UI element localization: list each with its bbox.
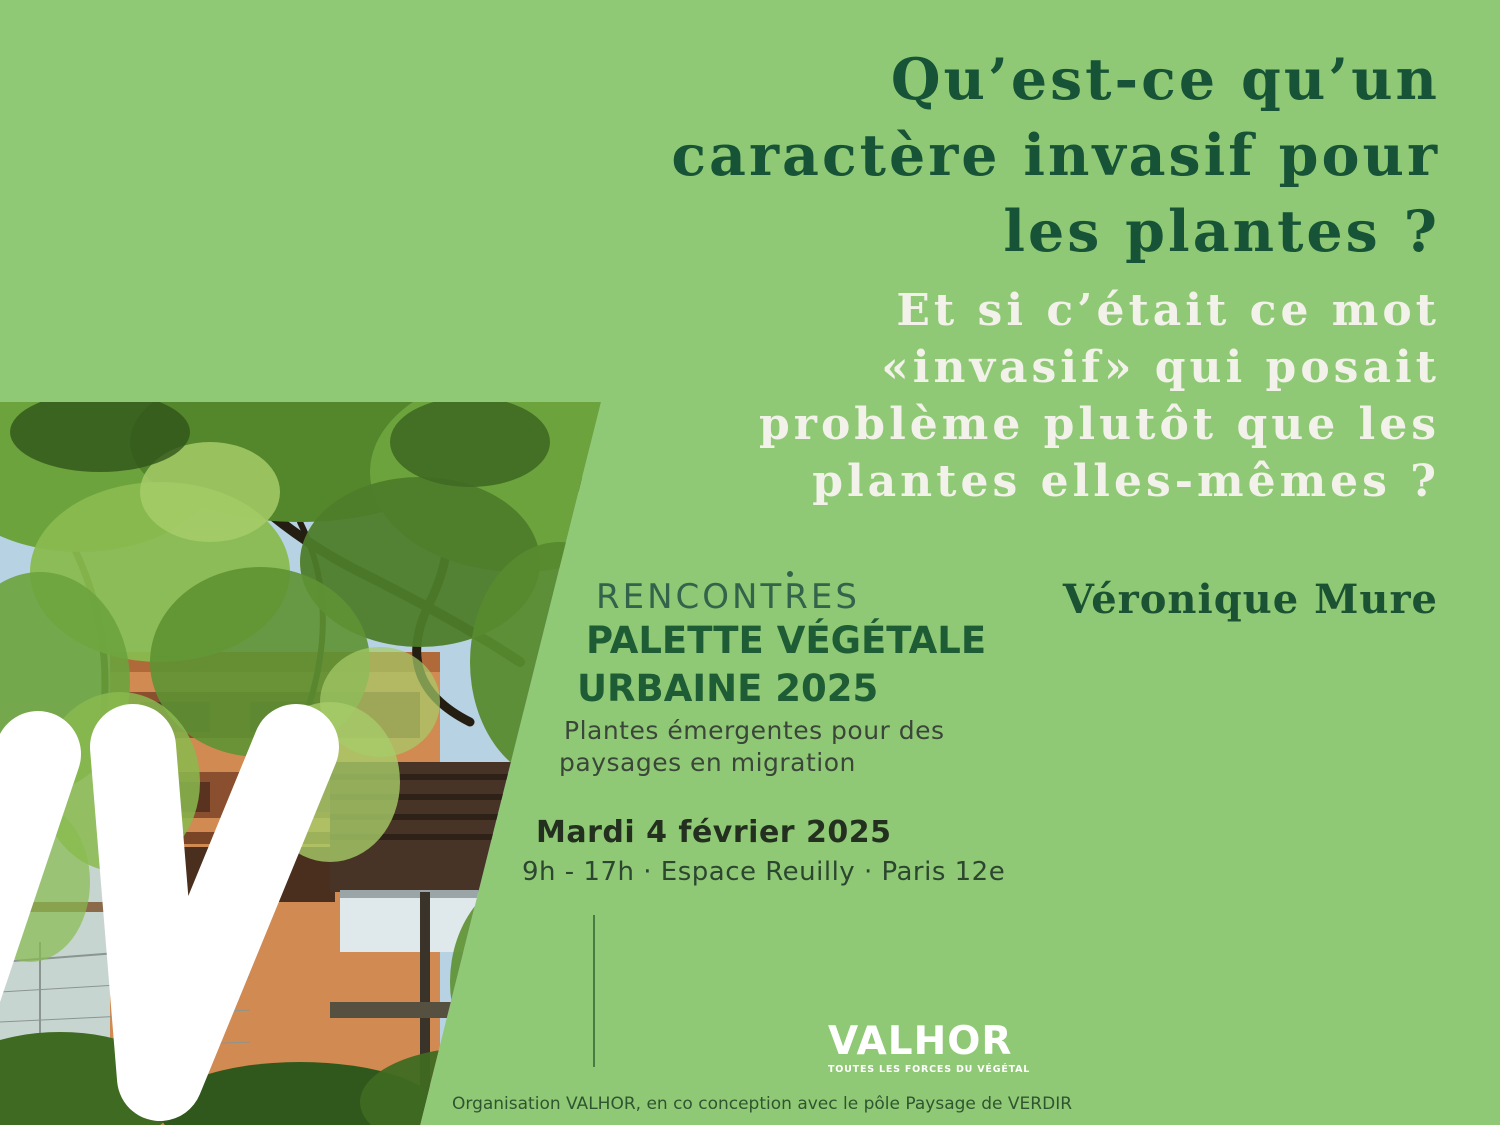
subtitle-line-4: plantes elles-mêmes ? [812,456,1440,507]
event-date: Mardi 4 février 2025 [536,815,892,850]
title-line-3: les plantes ? [1003,198,1440,265]
title-line-1: Qu’est-ce qu’un [890,46,1440,113]
valhor-logo [828,1019,1031,1075]
organisation-credit: Organisation VALHOR, en co conception avec le pôle Paysage de VERDIR [452,1094,1073,1114]
event-name-rencontres: RENCONTRES [596,577,860,617]
valhor-logo-text: VALHOR [828,1019,1013,1064]
valhor-logo-tagline: TOUTES LES FORCES DU VÉGÉTAL [828,1064,1031,1075]
rencontres-accent-dot-icon [787,571,793,577]
subtitle-line-3: problème plutôt que les [759,399,1440,450]
event-tagline-line-1: Plantes émergentes pour des [564,716,945,745]
subtitle-line-2: «invasif» qui posait [881,342,1440,393]
photo-illustration [0,402,610,1125]
title-line-2: caractère invasif pour [671,122,1440,189]
event-time-location: 9h - 17h · Espace Reuilly · Paris 12e [522,857,1006,887]
subtitle-line-1: Et si c’était ce mot [896,285,1440,336]
event-tagline-line-2: paysages en migration [559,748,856,777]
slide-title [460,42,1440,270]
event-name-palette-vegetale: PALETTE VÉGÉTALE [586,619,987,662]
event-photo [0,402,610,1125]
slide-subtitle [460,282,1440,510]
event-name-urbaine-2025: URBAINE 2025 [577,667,879,710]
vertical-divider [593,915,595,1067]
author-name: Véronique Mure [1062,576,1438,623]
